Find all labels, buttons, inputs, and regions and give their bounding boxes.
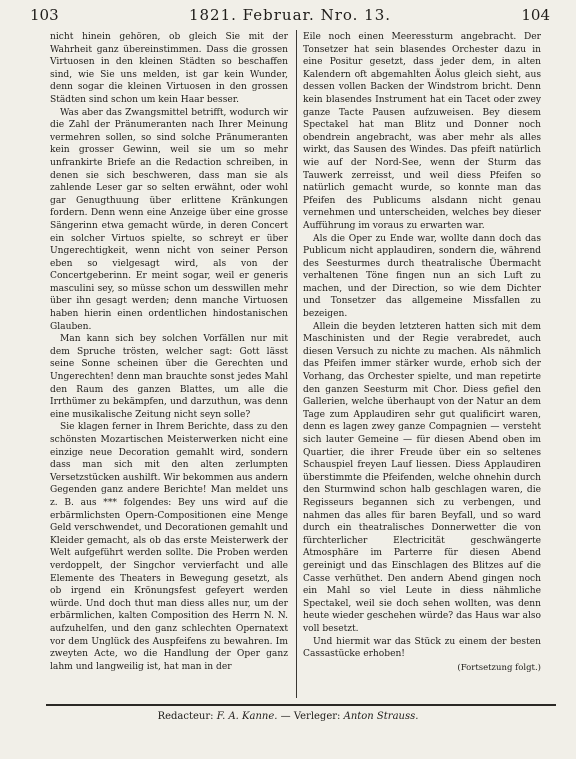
page-number-right: 104 <box>521 6 550 24</box>
paragraph: Allein die beyden letzteren hatten sich mit dem Maschinisten und der Regie verabredet, auch diesen Versuch zu nichte zu machen. Als nähmlich das Pfeifen immer stärker wurde, erhob sich der Vorhang, das Orchester spielte, und man repetirte den ganzen Seesturm mit Chor. Diess gefiel den Gallerien, welche überhaupt von der Natur an dem Tage zum Applaudiren sehr gut qualificirt waren, denn es lagen zwey ganze Compagnien — versteht sich lauter Gemeine — für diesen Abend oben im Quartier, die ihrer Freude über ein so seltenes Schauspiel freyen Lauf liessen. Diess Applaudiren überstimmte die Pfeifenden, welche ohnehin durch den Sturmwind schon halb geschlagen waren, die Regisseurs begannen sich zu verbengen, und nahmen das alles für baren Beyfall, und so ward durch ein theatralisches Donnerwetter die von fürchterlicher Electricität geschwängerte Atmosphäre im Parterre für diesen Abend gereinigt und das Einschlagen des Blitzes auf die Casse verhüthet. Den andern Abend gingen noch ein Mahl so viel Leute in diess nähmliche Spectakel, weil sie doch sehen wollten, was denn heute wieder geschehen würde? das Haus war also voll besetzt. <box>303 321 541 634</box>
paragraph: Und hiermit war das Stück zu einem der besten Cassastücke erhoben! <box>303 636 541 660</box>
issue-date-line: 1821. Februar. Nro. 13. <box>188 6 392 24</box>
continuation-note: (Fortsetzung folgt.) <box>457 662 541 673</box>
right-column <box>303 31 541 674</box>
paragraph: Man kann sich bey solchen Vorfällen nur mit dem Spruche trösten, welcher sagt: Gott lässt seine Sonne scheinen über die Gerechten und Ungerechten! denn man brauchte sonst jedes Mahl den Raum des ganzen Blattes, um alle die Irrthümer zu bekämpfen, und darzuthun, was denn eine musikalische Zeitung nicht seyn solle? <box>50 334 288 420</box>
paragraph: Sie klagen ferner in Ihrem Berichte, dass zu den schönsten Mozartischen Meisterwerken nicht eine einzige neue Decoration gemahlt wird, sondern dass man sich mit den alten zerlumpten Versetzstücken aushilft. Wir bekommen aus andern Gegenden ganz andere Berichte! Man meldet uns z. B. aus *** folgendes: Bey uns wird auf die erbärmlichsten Opern-Compositionen eine Menge Geld verschwendet, und Decorationen gemahlt und Kleider gemacht, als ob das erste Meisterwerk der Welt aufgeführt werden sollte. Die Proben werden verdoppelt, der Singchor vervierfacht und alle Elemente des Theaters in Bewegung gesetzt, als ob irgend ein Krönungsfest gefeyert werden würde. Und doch thut man diess alles nur, um der erbärmlichen, kalten Composition des Herrn N. N. aufzuhelfen, und den ganz schlechten Opernatext vor dem Unglück des Auspfeifens zu bewahren. Im zweyten Acte, wo die Handlung der Oper ganz lahm und langweilig ist, hat man in der <box>50 422 288 672</box>
paragraph: nicht hinein gehören, ob gleich Sie mit der Wahrheit ganz übereinstimmen. Dass die grossen Virtuosen in den kleinen Städten so beschaffen sind, wie Sie uns melden, ist gar kein Wunder, denn sogar die kleinen Virtuosen in den grossen Städten sind schon um kein Haar besser. <box>50 32 288 105</box>
imprint-footer <box>0 711 576 722</box>
paragraph: Was aber das Zwangsmittel betrifft, wodurch wir die Zahl der Pränumeranten nach Ihrer Meinung vermehren sollen, so sind solche Pränumeranten kein grosser Gewinn, weil sie um so mehr unfrankirte Briefe an die Redaction schreiben, in denen sie sich beschweren, dass man sie als zahlende Leser gar so selten erwähnt, oder wohl gar Genugthuung über erlittene Kränkungen fordern. Denn wenn eine Anzeige über eine grosse Sängerinn etwa gemacht würde, in deren Concert ein solcher Virtuos spielte, so schreyt er über Ungerechtigkeit, wenn nicht von seiner Person eben so vielgesagt wird, als von der Concertgeberinn. Er meint sogar, weil er generis masculini sey, so müsse schon um desswillen mehr über ihn gesagt werden; denn manche Virtuosen haben hierin einen ordentlichen hindostanischen Glauben. <box>50 107 288 332</box>
publisher-name: Anton Strauss. <box>343 711 419 722</box>
footer-separator: — <box>280 711 291 722</box>
editor-name: F. A. Kanne. <box>216 711 278 722</box>
paragraph: Als die Oper zu Ende war, wollte dann doch das Publicum nicht applaudiren, sondern die, während des Seesturmes durch theatralische Übermacht verhaltenen Töne fingen nun an sich Luft zu machen, und der Direction, so wie dem Dichter und Tonsetzer das allgemeine Missfallen zu bezeigen. <box>303 233 541 320</box>
paragraph: Eile noch einen Meeressturm angebracht. Der Tonsetzer hat sein blasendes Orchester dazu in eine Positur gesetzt, dass jeder dem, in alten Kalendern oft abgemahlten Äolus gleich sieht, aus dessen vollen Backen der Windstrom bricht. Denn kein blasendes Instrument hat ein Tacet oder zwey ganze Tacte Pausen aufzuweisen. Bey diesem Spectakel hat man Blitz und Donner noch obendrein angebracht, was aber mehr als alles wirkt, das Sausen des Windes. Das pfeift natürlich wie auf der Nord-See, wenn der Sturm das Tauwerk zerreisst, und weil diess Pfeifen so natürlich gemacht wurde, so konnte man das Pfeifen des Publicums alsdann nicht genau vernehmen und unterscheiden, welches bey dieser Aufführung im voraus zu erwarten war. <box>303 32 541 231</box>
column-divider <box>296 30 297 698</box>
page-number-left: 103 <box>30 6 59 24</box>
page-header <box>30 6 550 28</box>
publisher-label: Verleger: <box>293 711 341 722</box>
editor-label: Redacteur: <box>157 711 214 722</box>
left-column <box>50 31 288 673</box>
footer-rule <box>46 704 556 706</box>
